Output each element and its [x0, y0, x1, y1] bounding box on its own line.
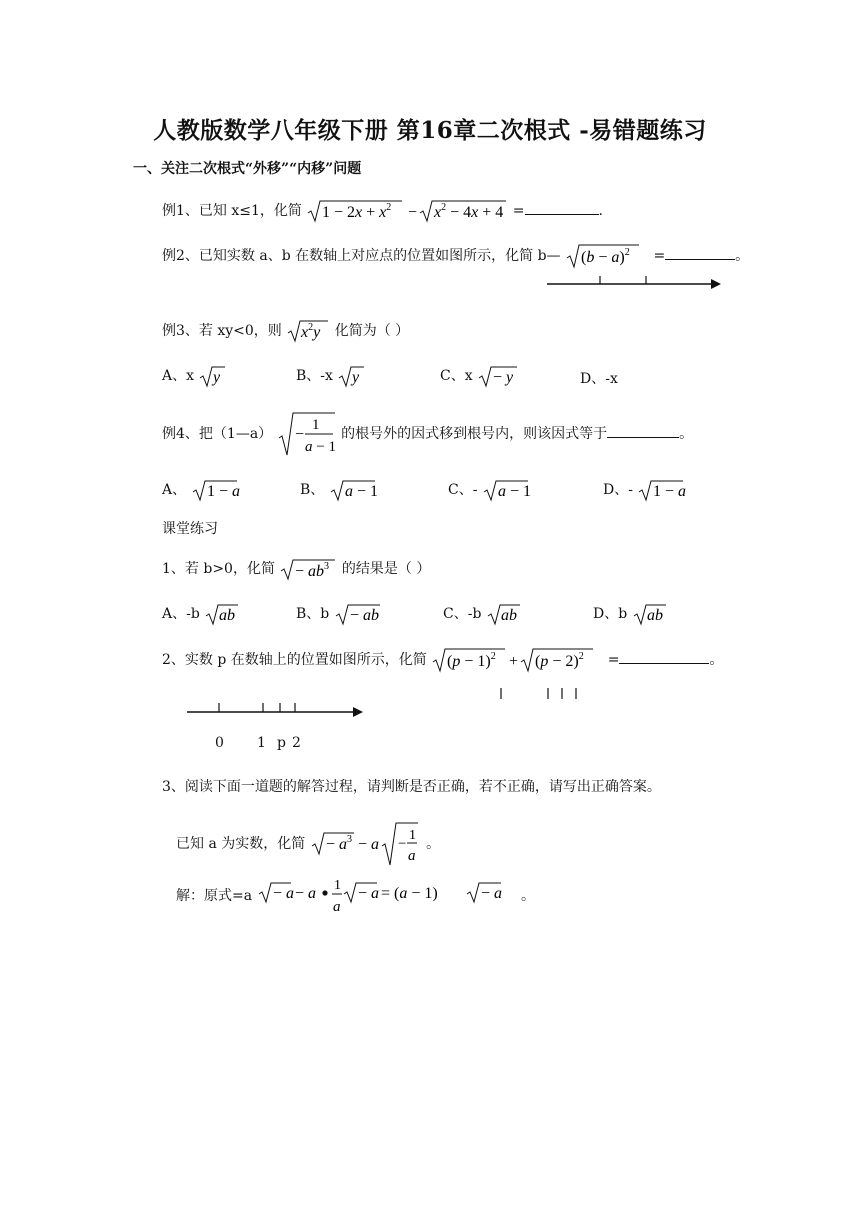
example-4-formula — [277, 410, 337, 458]
option-b-label: B、b — [296, 606, 330, 622]
svg-text:− ab: − ab — [349, 607, 379, 624]
svg-text:1: 1 — [311, 417, 320, 433]
question-2-formula — [431, 646, 603, 674]
period: . — [598, 203, 603, 219]
answer-blank — [525, 200, 599, 215]
svg-text:− y: − y — [493, 369, 514, 386]
option-c-label: C、- — [448, 482, 478, 498]
option-d — [603, 478, 685, 502]
question-3: 3、阅读下面一道题的解答过程，请判断是否正确，若不正确，请写出正确答案。 — [162, 779, 661, 795]
example-3-formula — [286, 318, 330, 344]
page-title: 人教版数学八年级下册 第16章二次根式 -易错题练习 — [153, 117, 707, 144]
example-1-formula — [306, 198, 508, 224]
svg-text:−: − — [408, 204, 418, 221]
option-c — [443, 602, 522, 626]
period: 。 — [709, 652, 724, 668]
axis-label-0: 0 — [215, 735, 224, 751]
option-d-label: D、- — [603, 482, 633, 498]
answer-blank — [607, 423, 679, 438]
svg-text:x2 − 4x + 4: $x^2 - 4x + 4$ — [434, 202, 504, 221]
question-3-solution — [176, 874, 535, 918]
svg-text:− ab3: − $ab^3$ — [295, 561, 330, 580]
svg-text:1 − 2x + x2: $1 - 2x + x^2$ — [322, 202, 392, 221]
option-a — [162, 602, 240, 626]
svg-text:ab: ab — [646, 607, 663, 624]
example-3 — [162, 318, 409, 344]
svg-text:− a: − a — [272, 885, 294, 902]
svg-text:a: a — [407, 848, 416, 864]
example-2 — [162, 242, 749, 270]
question-2-equals: = — [607, 652, 620, 668]
svg-text:−: − — [294, 426, 304, 443]
question-1-formula — [279, 556, 337, 582]
option-b — [300, 478, 377, 502]
svg-text:1 − a: 1 − a — [206, 483, 240, 500]
svg-text:1: 1 — [408, 828, 416, 843]
option-c-radical — [477, 364, 519, 388]
option-b — [296, 364, 365, 388]
answer-blank — [665, 245, 735, 260]
svg-text:y: y — [352, 369, 360, 386]
example-4-prefix: 例4、把（1—a） — [162, 426, 273, 442]
answer-blank — [619, 649, 709, 664]
option-b-label: B、 — [300, 482, 325, 498]
svg-text:− a: − a — [294, 885, 316, 902]
svg-text:− a: − a — [480, 885, 502, 902]
option-c — [440, 364, 519, 388]
option-a-label: A、x — [162, 368, 195, 384]
period: 。 — [679, 426, 694, 442]
svg-text:− a: − a — [357, 885, 379, 902]
stray-tick-marks — [495, 686, 585, 702]
svg-text:a − 1: a − 1 — [497, 483, 531, 500]
axis-label-p: p — [277, 735, 286, 751]
question-1 — [162, 556, 430, 582]
example-3-suffix: 化简为（ ） — [334, 323, 410, 339]
axis-label-2: 2 — [292, 735, 301, 751]
svg-text:y: y — [213, 369, 221, 386]
option-a-radical — [198, 364, 226, 388]
question-2-prefix: 2、实数 p 在数轴上的位置如图所示，化简 — [162, 652, 427, 668]
svg-text:a: a — [332, 899, 341, 915]
svg-text:1 − a: 1 − a — [653, 483, 687, 500]
example-4 — [162, 410, 693, 458]
svg-text:1: 1 — [333, 878, 341, 893]
example-3-prefix: 例3、若 xy<0，则 — [162, 323, 282, 339]
question-2 — [162, 646, 723, 674]
svg-text:(b − a)2: $(b - a)^2$ — [580, 247, 630, 266]
option-d-label: D、b — [593, 606, 628, 622]
number-line-p — [185, 700, 370, 720]
option-a-radical — [204, 602, 240, 626]
option-c-radical — [486, 602, 522, 626]
option-b-label: B、-x — [296, 368, 333, 384]
question-3-given-suffix: 。 — [426, 836, 441, 852]
example-2-prefix: 例2、已知实数 a、b 在数轴上对应点的位置如图所示，化简 b— — [162, 248, 561, 264]
option-c — [448, 478, 530, 502]
option-d-radical — [637, 478, 685, 502]
svg-text:− a3: − $a^3$ — [325, 834, 352, 853]
question-3-given-prefix: 已知 a 为实数，化简 — [176, 836, 306, 852]
period: 。 — [735, 248, 750, 264]
question-3-given — [176, 820, 440, 868]
question-3-solution-formula — [257, 874, 517, 918]
option-a-label: A、 — [162, 482, 187, 498]
number-line-ab — [545, 272, 725, 292]
svg-text:+: + — [509, 653, 519, 670]
option-c-radical — [482, 478, 530, 502]
option-a-radical — [191, 478, 239, 502]
option-b-radical — [329, 478, 377, 502]
option-c-label: C、x — [440, 368, 473, 384]
svg-text:ab: ab — [219, 607, 236, 624]
option-a — [162, 364, 226, 388]
svg-text:− a: − a — [357, 836, 379, 853]
svg-text:= (a − 1): = (a − 1) — [380, 885, 438, 902]
example-2-equals: = — [653, 248, 666, 264]
option-b-radical — [334, 602, 382, 626]
question-1-suffix: 的结果是（ ） — [341, 561, 431, 577]
svg-text:−: − — [397, 836, 407, 852]
option-d: D、-x — [580, 371, 618, 387]
option-a-label: A、-b — [162, 606, 200, 622]
svg-text:a − 1: a − 1 — [304, 439, 336, 455]
option-d-radical — [632, 602, 668, 626]
example-1-equals: = — [512, 203, 525, 219]
example-1-prefix: 例1、已知 x≤1，化简 — [162, 203, 302, 219]
example-1 — [162, 198, 603, 224]
option-a — [162, 478, 239, 502]
axis-label-1: 1 — [257, 735, 266, 751]
svg-text:a − 1: a − 1 — [344, 483, 378, 500]
question-3-solution-prefix: 解：原式=a — [176, 888, 253, 904]
option-d — [593, 602, 668, 626]
classroom-heading: 课堂练习 — [162, 521, 218, 537]
question-1-prefix: 1、若 b>0，化简 — [162, 561, 275, 577]
example-4-suffix: 的根号外的因式移到根号内，则该因式等于 — [341, 426, 608, 442]
section-heading: 一、关注二次根式“外移”“内移”问题 — [133, 161, 362, 177]
svg-text:x2y: $x^2y$ — [301, 322, 321, 341]
option-b-radical — [337, 364, 365, 388]
example-2-formula — [565, 242, 649, 270]
svg-text:(p − 2)2: $(p - 2)^2$ — [535, 651, 584, 670]
question-3-given-formula — [310, 820, 422, 868]
option-c-label: C、-b — [443, 606, 482, 622]
svg-text:ab: ab — [500, 607, 517, 624]
question-3-solution-suffix: 。 — [520, 888, 535, 904]
option-b — [296, 602, 382, 626]
svg-text:(p − 1)2: $(p - 1)^2$ — [447, 651, 496, 670]
